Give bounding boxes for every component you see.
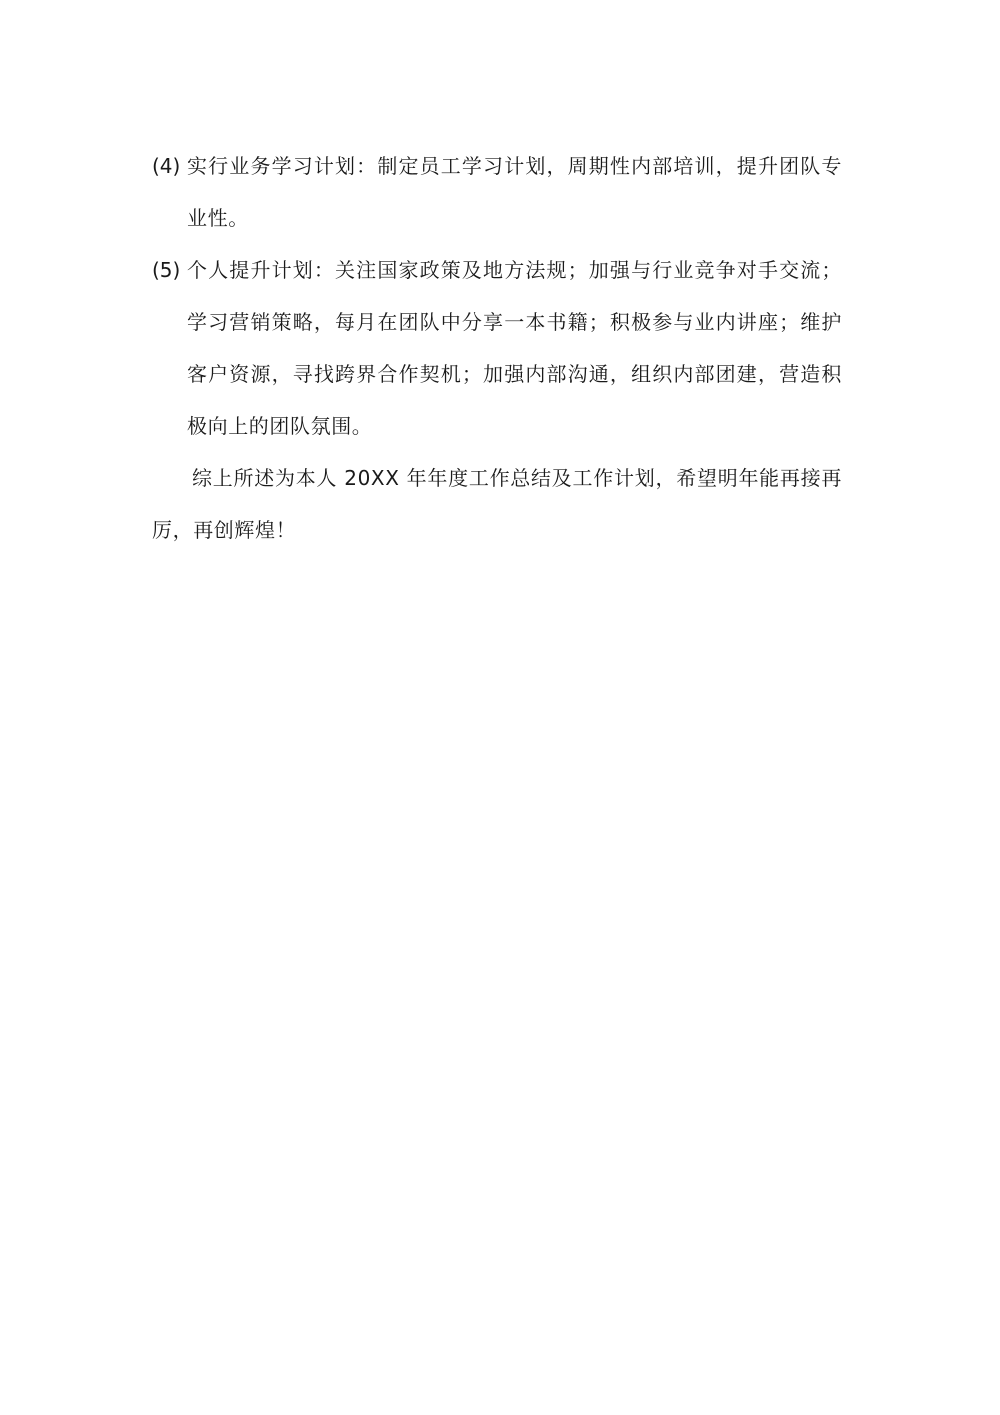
list-item-5 bbox=[152, 244, 842, 452]
list-item-text: 实行业务学习计划：制定员工学习计划，周期性内部培训，提升团队专业性。 bbox=[187, 154, 842, 230]
conclusion-paragraph: 综上所述为本人 20XX 年年度工作总结及工作计划，希望明年能再接再厉，再创辉煌！ bbox=[152, 466, 842, 542]
document-body bbox=[152, 140, 842, 556]
list-number: (4) bbox=[152, 154, 181, 178]
list-item-4 bbox=[152, 140, 842, 244]
list-item-text: 个人提升计划：关注国家政策及地方法规；加强与行业竞争对手交流；学习营销策略，每月在团队中分享一本书籍；积极参与业内讲座；维护客户资源，寻找跨界合作契机；加强内部沟通，组织内部团建，营造积极向上的团队氛围。 bbox=[187, 258, 842, 438]
list-number: (5) bbox=[152, 258, 181, 282]
